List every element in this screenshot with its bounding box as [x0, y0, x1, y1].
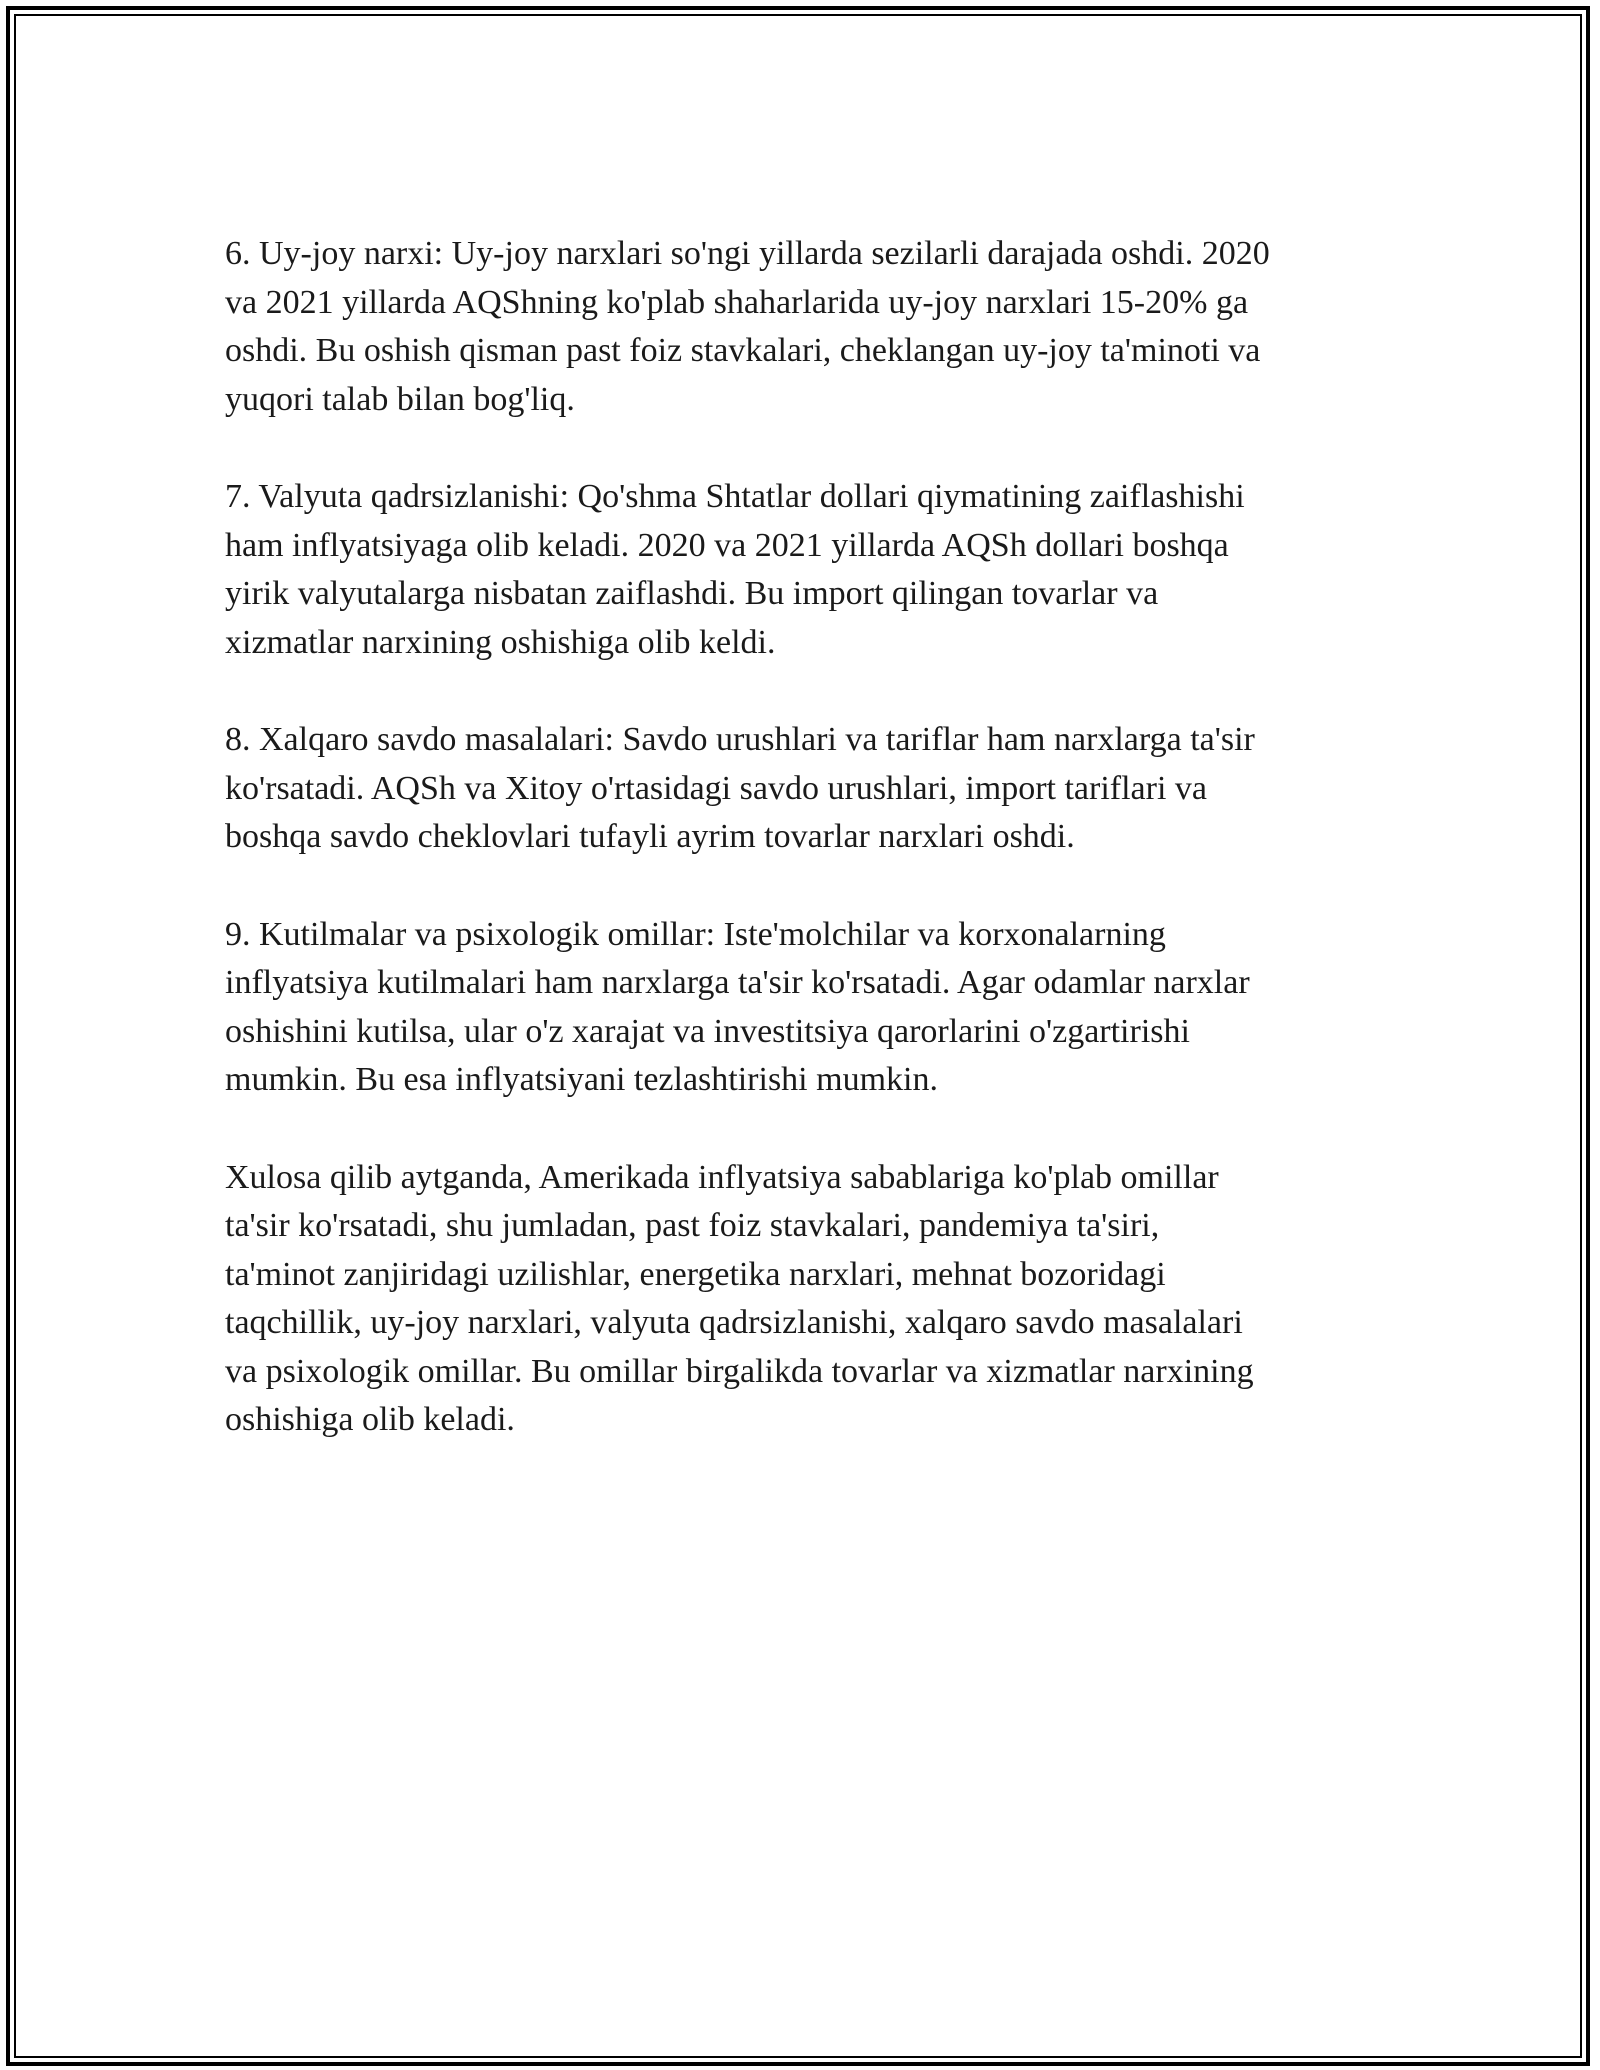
- paragraph-housing-prices: 6. Uy-joy narxi: Uy-joy narxlari so'ngi yillarda sezilarli darajada oshdi. 2020 va 2021 yillarda AQShning ko'plab shaharlarida uy-joy narxlari 15-20% ga oshdi. Bu oshish qisman past foiz stavkalari, cheklangan uy-joy ta'minoti va yuqori talab bilan bog'liq.: [225, 235, 1270, 418]
- paragraph-currency-devaluation: 7. Valyuta qadrsizlanishi: Qo'shma Shtatlar dollari qiymatining zaiflashishi ham inflyatsiyaga olib keladi. 2020 va 2021 yillarda AQSh dollari boshqa yirik valyutalarga nisbatan zaiflashdi. Bu import qilingan tovarlar va xizmatlar narxining oshishiga olib keldi.: [225, 478, 1245, 661]
- paragraph-conclusion: Xulosa qilib aytganda, Amerikada inflyatsiya sabablariga ko'plab omillar ta'sir ko'rsatadi, shu jumladan, past foiz stavkalari, pandemiya ta'siri, ta'minot zanjiridagi uzilishlar, energetika narxlari, mehnat bozoridagi taqchillik, uy-joy narxlari, valyuta qadrsizlanishi, xalqaro savdo masalalari va psixologik omillar. Bu omillar birgalikda tovarlar va xizmatlar narxining oshishiga olib keladi.: [225, 1158, 1254, 1438]
- paragraph-international-trade: 8. Xalqaro savdo masalalari: Savdo urushlari va tariflar ham narxlarga ta'sir ko'rsatadi. AQSh va Xitoy o'rtasidagi savdo urushlari, import tariflari va boshqa savdo cheklovlari tufayli ayrim tovarlar narxlari oshdi.: [225, 721, 1255, 855]
- document-body: [225, 230, 1375, 1445]
- paragraph-expectations-psychology: 9. Kutilmalar va psixologik omillar: Iste'molchilar va korxonalarning inflyatsiya kutilmalari ham narxlarga ta'sir ko'rsatadi. Agar odamlar narxlar oshishini kutilsa, ular o'z xarajat va investitsiya qarorlarini o'zgartirishi mumkin. Bu esa inflyatsiyani tezlashtirishi mumkin.: [225, 915, 1250, 1098]
